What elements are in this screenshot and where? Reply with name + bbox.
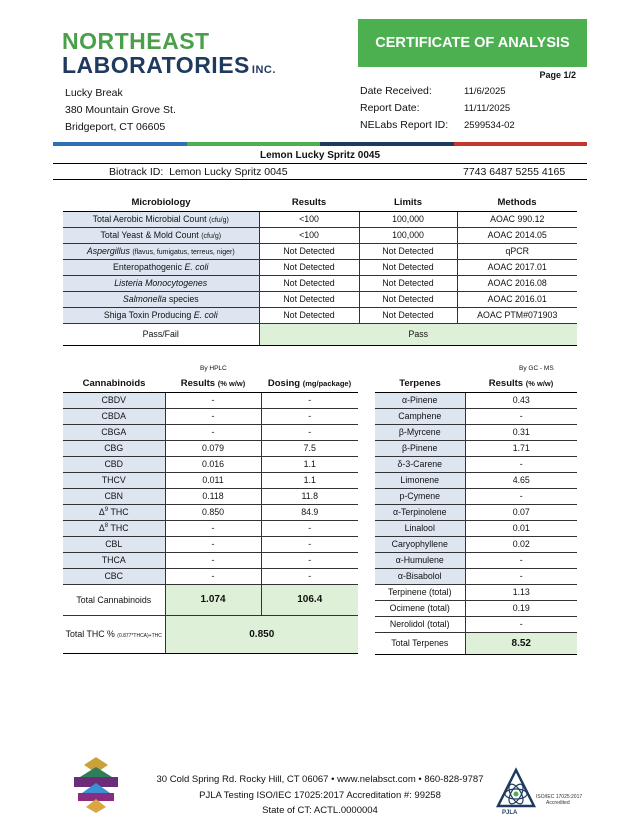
cannabinoid-dose: 1.1 (261, 472, 358, 488)
cannabinoid-name: CBD (63, 456, 165, 472)
canna-header: Cannabinoids (63, 376, 165, 392)
stripe-segment (454, 142, 588, 146)
micro-test-name (63, 291, 259, 307)
thc-label: THC (108, 507, 129, 517)
total-cannabinoids-result: 1.074 (165, 584, 261, 615)
test-name: Aspergillus (86, 246, 130, 256)
table-row (375, 424, 577, 440)
passfail-value: Pass (259, 323, 577, 345)
micro-method: qPCR (457, 243, 577, 259)
terpene-name: δ-3-Carene (375, 456, 465, 472)
thc-label: THC (108, 523, 129, 533)
table-row (63, 456, 358, 472)
table-row (375, 440, 577, 456)
micro-result: <100 (259, 211, 359, 227)
terpene-name: p-Cymene (375, 488, 465, 504)
test-name: Total Aerobic Microbial Count (92, 214, 207, 224)
micro-limit: Not Detected (359, 291, 457, 307)
biotrack-label (109, 166, 288, 178)
micro-result: Not Detected (259, 307, 359, 323)
passfail-row (63, 323, 577, 345)
logo-suffix: INC. (251, 64, 276, 76)
table-row (63, 552, 358, 568)
cannabinoid-result: 0.850 (165, 504, 261, 520)
coa-banner: CERTIFICATE OF ANALYSIS (358, 19, 587, 67)
dosing-header: Dosing (267, 378, 301, 390)
micro-result: <100 (259, 227, 359, 243)
table-row (63, 243, 577, 259)
total-thc-value: 0.850 (165, 615, 358, 653)
cannabinoid-result: - (165, 568, 261, 584)
total-thc-formula: (0.877*THCA)+THC (117, 633, 162, 639)
test-organism: E. coli (193, 310, 218, 320)
cannabinoid-dose: - (261, 568, 358, 584)
table-row (63, 307, 577, 323)
accreditation-badges-logo (66, 755, 126, 815)
cannabinoid-result: 0.011 (165, 472, 261, 488)
terpene-name: Caryophyllene (375, 536, 465, 552)
terpene-name: Terpinene (total) (375, 584, 465, 600)
table-row (375, 520, 577, 536)
terpene-result: - (465, 456, 577, 472)
cannabinoid-result: 0.118 (165, 488, 261, 504)
pjla-logo (494, 766, 586, 816)
passfail-label: Pass/Fail (63, 323, 259, 345)
table-row (63, 472, 358, 488)
micro-limit: Not Detected (359, 275, 457, 291)
cannabinoid-name (63, 520, 165, 536)
report-date-value: 11/11/2025 (464, 103, 511, 114)
total-terpenes-value: 8.52 (465, 632, 577, 654)
micro-limit: 100,000 (359, 227, 457, 243)
table-row (63, 568, 358, 584)
total-cannabinoids-row (63, 584, 358, 615)
terpene-name: Nerolidol (total) (375, 616, 465, 632)
table-row (63, 211, 577, 227)
test-unit: (cfu/g) (209, 217, 229, 224)
table-row (375, 392, 577, 408)
biotrack-value: Lemon Lucky Spritz 0045 (169, 166, 288, 178)
terpene-result: 0.02 (465, 536, 577, 552)
terpene-result: 4.65 (465, 472, 577, 488)
cannabinoid-name: CBDV (63, 392, 165, 408)
color-stripe (53, 142, 587, 146)
cannabinoid-dose: 84.9 (261, 504, 358, 520)
cannabinoid-dose: 11.8 (261, 488, 358, 504)
table-row (375, 568, 577, 584)
biotrack-number: 7743 6487 5255 4165 (463, 166, 566, 178)
table-row (63, 227, 577, 243)
micro-method: AOAC 990.12 (457, 211, 577, 227)
table-row (375, 456, 577, 472)
product-title: Lemon Lucky Spritz 0045 (259, 150, 381, 161)
test-unit: (cfu/g) (201, 233, 222, 240)
terp-header (465, 376, 577, 392)
micro-test-name (63, 307, 259, 323)
microbiology-table (63, 195, 577, 346)
micro-method: AOAC PTM#071903 (457, 307, 577, 323)
results-unit: (% w/w) (217, 379, 246, 389)
stripe-segment (53, 142, 187, 146)
table-row (63, 275, 577, 291)
terpene-name: Linalool (375, 520, 465, 536)
table-row (63, 392, 358, 408)
delta-symbol: Δ (98, 507, 105, 517)
test-unit: (flavus, fumigatus, terreus, niger) (132, 249, 235, 256)
footer-address: 30 Cold Spring Rd. Rocky Hill, CT 06067 • www.nelabsct.com • 860-828-9787 (156, 774, 484, 785)
terpene-result: 0.01 (465, 520, 577, 536)
report-date-label: Report Date: (360, 102, 420, 114)
terpene-result: - (465, 488, 577, 504)
micro-limit: Not Detected (359, 259, 457, 275)
total-terpenes-label: Total Terpenes (375, 632, 465, 654)
table-row (375, 600, 577, 616)
date-received-value: 11/6/2025 (464, 86, 506, 97)
cannabinoid-name: CBC (63, 568, 165, 584)
footer-accreditation: PJLA Testing ISO/IEC 17025:2017 Accreditation #: 99258 (199, 789, 441, 801)
test-suffix: species (168, 294, 199, 304)
terp-header: Terpenes (375, 376, 465, 392)
pjla-iso-text: ISO/IEC 17025:2017 (536, 794, 583, 800)
cannabinoid-name: CBGA (63, 424, 165, 440)
delta-superscript: 9 (104, 507, 109, 514)
micro-test-name (63, 259, 259, 275)
micro-method: AOAC 2016.01 (457, 291, 577, 307)
test-name: Shiga Toxin Producing (103, 310, 192, 320)
table-row (63, 536, 358, 552)
terpene-result: - (465, 568, 577, 584)
table-row (375, 616, 577, 632)
total-cannabinoids-dose: 106.4 (261, 584, 358, 615)
cannabinoid-dose: - (261, 552, 358, 568)
date-received-label: Date Received: (360, 85, 432, 97)
logo-line1: NORTHEAST (62, 28, 210, 54)
cannabinoid-result: - (165, 408, 261, 424)
biotrack-label-text: Biotrack ID: (109, 166, 164, 178)
table-row (63, 520, 358, 536)
pjla-accredited-text: Accredited (546, 800, 570, 806)
test-name: Listeria Monocytogenes (114, 278, 208, 288)
cannabinoid-result: - (165, 424, 261, 440)
cannabinoid-result: 0.016 (165, 456, 261, 472)
table-row (63, 291, 577, 307)
table-row (375, 584, 577, 600)
cannabinoid-dose: 1.1 (261, 456, 358, 472)
micro-result: Not Detected (259, 275, 359, 291)
canna-header (165, 376, 261, 392)
logo-line2-text: LABORATORIES (62, 52, 250, 78)
cannabinoid-name: CBN (63, 488, 165, 504)
client-address (65, 85, 176, 136)
client-address-line1: 380 Mountain Grove St. (65, 104, 176, 116)
cannabinoid-dose: - (261, 408, 358, 424)
terpene-result: 1.71 (465, 440, 577, 456)
micro-header: Results (259, 195, 359, 211)
cannabinoid-name (63, 504, 165, 520)
terpene-name: α-Pinene (375, 392, 465, 408)
terp-results-header: Results (488, 378, 524, 390)
table-row (63, 488, 358, 504)
cannabinoid-result: - (165, 536, 261, 552)
terpene-name: β-Myrcene (375, 424, 465, 440)
terpenes-table (375, 376, 577, 655)
company-logo (62, 30, 276, 77)
terp-results-unit: (% w/w) (525, 379, 554, 389)
terpene-result: 0.31 (465, 424, 577, 440)
terpene-name: Ocimene (total) (375, 600, 465, 616)
cannabinoid-dose: 7.5 (261, 440, 358, 456)
cannabinoid-name: THCA (63, 552, 165, 568)
biotrack-row (53, 163, 587, 180)
terpene-name: β-Pinene (375, 440, 465, 456)
total-thc-label-text: Total THC % (65, 629, 115, 639)
terpene-name: Camphene (375, 408, 465, 424)
micro-test-name (63, 275, 259, 291)
total-thc-row (63, 615, 358, 653)
cannabinoid-result: 0.079 (165, 440, 261, 456)
micro-test-name (63, 227, 259, 243)
table-row (375, 488, 577, 504)
micro-header: Limits (359, 195, 457, 211)
cannabinoid-result: - (165, 520, 261, 536)
hplc-method-label: By HPLC (200, 365, 227, 372)
terpene-result: - (465, 408, 577, 424)
micro-result: Not Detected (259, 259, 359, 275)
cannabinoid-result: - (165, 552, 261, 568)
cannabinoids-table (63, 376, 358, 654)
footer-state: State of CT: ACTL.0000004 (262, 805, 378, 816)
logo-line2 (62, 54, 276, 77)
micro-test-name (63, 243, 259, 259)
table-row (375, 536, 577, 552)
cannabinoid-dose: - (261, 520, 358, 536)
client-address-line2: Bridgeport, CT 06605 (65, 121, 166, 133)
report-meta (360, 83, 515, 134)
cannabinoid-result: - (165, 392, 261, 408)
cannabinoid-name: CBG (63, 440, 165, 456)
micro-limit: Not Detected (359, 307, 457, 323)
delta-symbol: Δ (98, 523, 105, 533)
test-name: Salmonella (122, 294, 167, 304)
total-thc-label (63, 615, 165, 653)
micro-limit: 100,000 (359, 211, 457, 227)
terpene-result: 0.07 (465, 504, 577, 520)
terpene-result: - (465, 616, 577, 632)
micro-method: AOAC 2016.08 (457, 275, 577, 291)
table-row (63, 259, 577, 275)
micro-result: Not Detected (259, 243, 359, 259)
terpene-name: Limonene (375, 472, 465, 488)
results-header: Results (180, 378, 216, 390)
table-row (375, 472, 577, 488)
stripe-segment (187, 142, 321, 146)
dosing-unit: (mg/package) (302, 379, 352, 389)
cannabinoid-dose: - (261, 392, 358, 408)
terpene-name: α-Bisabolol (375, 568, 465, 584)
test-name: Total Yeast & Mold Count (100, 230, 199, 240)
micro-limit: Not Detected (359, 243, 457, 259)
micro-result: Not Detected (259, 291, 359, 307)
footer (130, 772, 510, 819)
report-id-label: NELabs Report ID: (360, 119, 449, 131)
delta-superscript: 8 (104, 523, 109, 530)
table-row (63, 504, 358, 520)
terpene-result: - (465, 552, 577, 568)
test-name: Enteropathogenic (113, 262, 183, 272)
cannabinoid-name: CBL (63, 536, 165, 552)
cannabinoid-name: THCV (63, 472, 165, 488)
terpene-result: 0.43 (465, 392, 577, 408)
micro-header: Methods (457, 195, 577, 211)
cannabinoid-dose: - (261, 424, 358, 440)
stripe-segment (320, 142, 454, 146)
cannabinoid-dose: - (261, 536, 358, 552)
terpene-result: 1.13 (465, 584, 577, 600)
terpene-name: α-Humulene (375, 552, 465, 568)
terpene-result: 0.19 (465, 600, 577, 616)
test-organism: E. coli (184, 262, 209, 272)
canna-header (261, 376, 358, 392)
micro-header: Microbiology (63, 195, 259, 211)
terpene-name: α-Terpinolene (375, 504, 465, 520)
table-row (63, 408, 358, 424)
total-cannabinoids-label: Total Cannabinoids (63, 584, 165, 615)
gcms-method-label: By GC - MS (519, 365, 554, 372)
client-name: Lucky Break (65, 87, 123, 99)
page-number: Page 1/2 (539, 70, 576, 80)
cannabinoid-name: CBDA (63, 408, 165, 424)
micro-method: AOAC 2017.01 (457, 259, 577, 275)
micro-method: AOAC 2014.05 (457, 227, 577, 243)
report-id-value: 2599534-02 (464, 120, 515, 131)
pjla-text: PJLA (502, 810, 518, 816)
table-row (63, 424, 358, 440)
table-row (63, 440, 358, 456)
table-row (375, 552, 577, 568)
total-terpenes-row (375, 632, 577, 654)
table-row (375, 408, 577, 424)
table-row (375, 504, 577, 520)
micro-test-name (63, 211, 259, 227)
